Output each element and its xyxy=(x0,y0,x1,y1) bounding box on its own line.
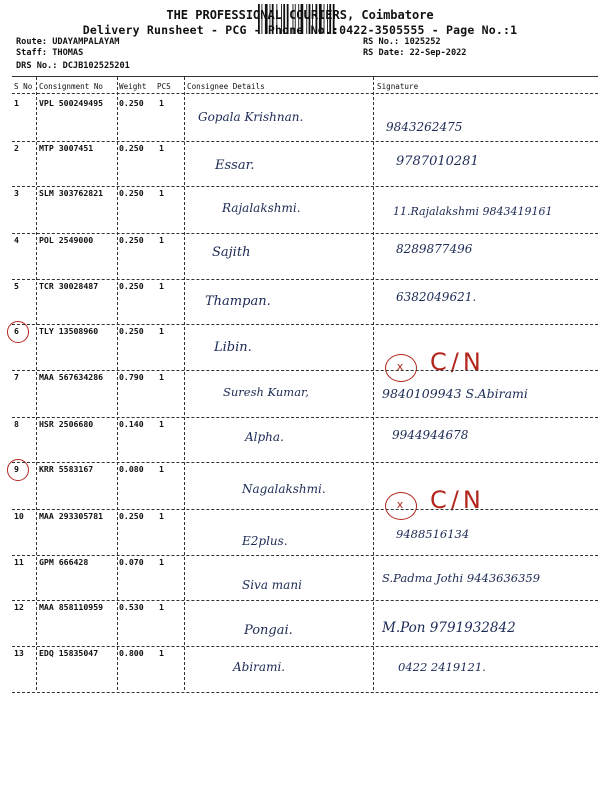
row-pcs: 1 xyxy=(159,188,164,198)
row-sno: 4 xyxy=(14,235,19,245)
drs-number: DRS No.: DCJB102525201 xyxy=(16,61,130,71)
row-separator xyxy=(12,600,598,601)
row-sno: 3 xyxy=(14,188,19,198)
row-sno: 9 xyxy=(14,464,19,474)
row-pcs: 1 xyxy=(159,98,164,108)
row-consignment-no: SLM 303762821 xyxy=(39,188,104,198)
row-pcs: 1 xyxy=(159,419,164,429)
row-consignment-no: POL 2549000 xyxy=(39,235,94,245)
row-signature-handwriting: 8289877496 xyxy=(396,242,473,256)
company-title: THE PROFESSIONAL COURIERS, Coimbatore xyxy=(166,8,434,22)
row-signature-handwriting: 9787010281 xyxy=(396,154,479,169)
row-sno: 6 xyxy=(14,326,19,336)
row-pcs: 1 xyxy=(159,372,164,382)
row-weight: 0.790 xyxy=(119,372,144,382)
row-weight: 0.250 xyxy=(119,511,144,521)
row-weight: 0.070 xyxy=(119,557,144,567)
row-weight: 0.250 xyxy=(119,188,144,198)
row-sno: 1 xyxy=(14,98,19,108)
row-signature-cn: C/N xyxy=(430,486,485,514)
row-consignment-no: EDQ 15835047 xyxy=(39,648,99,658)
row-pcs: 1 xyxy=(159,143,164,153)
row-consignment-no: TCR 30028487 xyxy=(39,281,99,291)
row-consignment-no: HSR 2506680 xyxy=(39,419,94,429)
row-separator xyxy=(12,141,598,142)
row-signature-handwriting: 6382049621. xyxy=(396,290,477,304)
row-separator xyxy=(12,417,598,418)
row-weight: 0.140 xyxy=(119,419,144,429)
row-signature-handwriting: 0422 2419121. xyxy=(398,660,486,674)
row-consignment-no: TLY 13508960 xyxy=(39,326,99,336)
row-consignee-handwriting: Abirami. xyxy=(233,660,286,674)
row-consignee-handwriting: Thampan. xyxy=(205,294,271,309)
row-sno: 11 xyxy=(14,557,24,567)
row-pcs: 1 xyxy=(159,464,164,474)
row-consignee-handwriting: Alpha. xyxy=(245,430,284,444)
col-header-pcs: PCS xyxy=(157,82,171,91)
row-signature-handwriting: 9840109943 S.Abirami xyxy=(382,386,528,401)
row-consignment-no: VPL 500249495 xyxy=(39,98,104,108)
row-separator xyxy=(12,233,598,234)
row-consignee-handwriting: E2plus. xyxy=(242,534,288,548)
row-consignee-handwriting: Siva mani xyxy=(242,578,302,592)
row-signature-handwriting: 9843262475 xyxy=(386,120,463,134)
col-header-sno: S No xyxy=(14,82,33,91)
row-sno: 8 xyxy=(14,419,19,429)
row-weight: 0.250 xyxy=(119,143,144,153)
row-consignment-no: GPM 666428 xyxy=(39,557,89,567)
row-sno: 12 xyxy=(14,602,24,612)
row-sno: 10 xyxy=(14,511,24,521)
row-separator xyxy=(12,646,598,647)
row-consignment-no: MAA 293305781 xyxy=(39,511,104,521)
route-label: Route: UDAYAMPALAYAM xyxy=(16,37,120,47)
row-number-circle-mark xyxy=(7,321,29,343)
row-signature-handwriting: 9488516134 xyxy=(396,527,470,541)
row-consignee-handwriting: Pongai. xyxy=(244,623,293,638)
staff-label: Staff: THOMAS xyxy=(16,48,84,58)
col-header-consignee: Consignee Details xyxy=(187,82,265,91)
row-weight: 0.080 xyxy=(119,464,144,474)
row-sno: 7 xyxy=(14,372,19,382)
row-consignee-handwriting: Sajith xyxy=(212,245,251,260)
row-separator xyxy=(12,555,598,556)
row-separator xyxy=(12,462,598,463)
row-weight: 0.250 xyxy=(119,98,144,108)
row-consignee-handwriting: Nagalakshmi. xyxy=(242,482,326,496)
row-weight: 0.250 xyxy=(119,326,144,336)
column-divider xyxy=(117,77,118,690)
row-weight: 0.530 xyxy=(119,602,144,612)
row-consignee-handwriting: Rajalakshmi. xyxy=(222,201,301,215)
row-sno: 2 xyxy=(14,143,19,153)
row-weight: 0.250 xyxy=(119,281,144,291)
row-consignment-no: KRR 5583167 xyxy=(39,464,94,474)
cross-mark-icon: x xyxy=(396,498,404,511)
row-separator xyxy=(12,692,598,693)
column-divider xyxy=(373,77,374,690)
row-separator xyxy=(12,279,598,280)
row-pcs: 1 xyxy=(159,511,164,521)
row-consignment-no: MTP 3007451 xyxy=(39,143,94,153)
row-signature-handwriting: 9944944678 xyxy=(392,428,469,442)
table-top-rule xyxy=(12,76,598,77)
runsheet-title: Delivery Runsheet - PCG - Phone No.:0422-3505555 - Page No.:1 xyxy=(82,23,518,37)
row-pcs: 1 xyxy=(159,648,164,658)
row-pcs: 1 xyxy=(159,281,164,291)
row-pcs: 1 xyxy=(159,602,164,612)
table-header-rule xyxy=(12,93,598,94)
row-number-circle-mark xyxy=(7,459,29,481)
row-consignment-no: MAA 567634286 xyxy=(39,372,104,382)
row-pcs: 1 xyxy=(159,557,164,567)
rs-number: RS No.: 1025252 xyxy=(363,37,441,47)
row-separator xyxy=(12,186,598,187)
row-consignee-handwriting: Gopala Krishnan. xyxy=(198,110,304,124)
row-sno: 5 xyxy=(14,281,19,291)
row-separator xyxy=(12,370,598,371)
row-consignee-handwriting: Essar. xyxy=(215,158,255,173)
col-header-weight: Weight xyxy=(119,82,147,91)
row-signature-handwriting: S.Padma Jothi 9443636359 xyxy=(382,571,541,585)
row-pcs: 1 xyxy=(159,235,164,245)
column-divider xyxy=(184,77,185,690)
row-signature-handwriting: M.Pon 9791932842 xyxy=(382,620,516,636)
row-separator xyxy=(12,324,598,325)
row-consignee-handwriting: Libin. xyxy=(214,340,252,355)
row-consignment-no: MAA 858110959 xyxy=(39,602,104,612)
row-pcs: 1 xyxy=(159,326,164,336)
row-consignee-handwriting: Suresh Kumar, xyxy=(223,385,309,399)
row-weight: 0.250 xyxy=(119,235,144,245)
cross-mark-icon: x xyxy=(396,360,404,373)
row-signature-cn: C/N xyxy=(430,348,485,376)
col-header-consignment: Consignment No xyxy=(39,82,104,91)
row-weight: 0.800 xyxy=(119,648,144,658)
col-header-signature: Signature xyxy=(377,82,419,91)
row-sno: 13 xyxy=(14,648,24,658)
rs-date: RS Date: 22-Sep-2022 xyxy=(363,48,467,58)
row-separator xyxy=(12,509,598,510)
row-signature-handwriting: 11.Rajalakshmi 9843419161 xyxy=(393,205,553,218)
column-divider xyxy=(36,77,37,690)
